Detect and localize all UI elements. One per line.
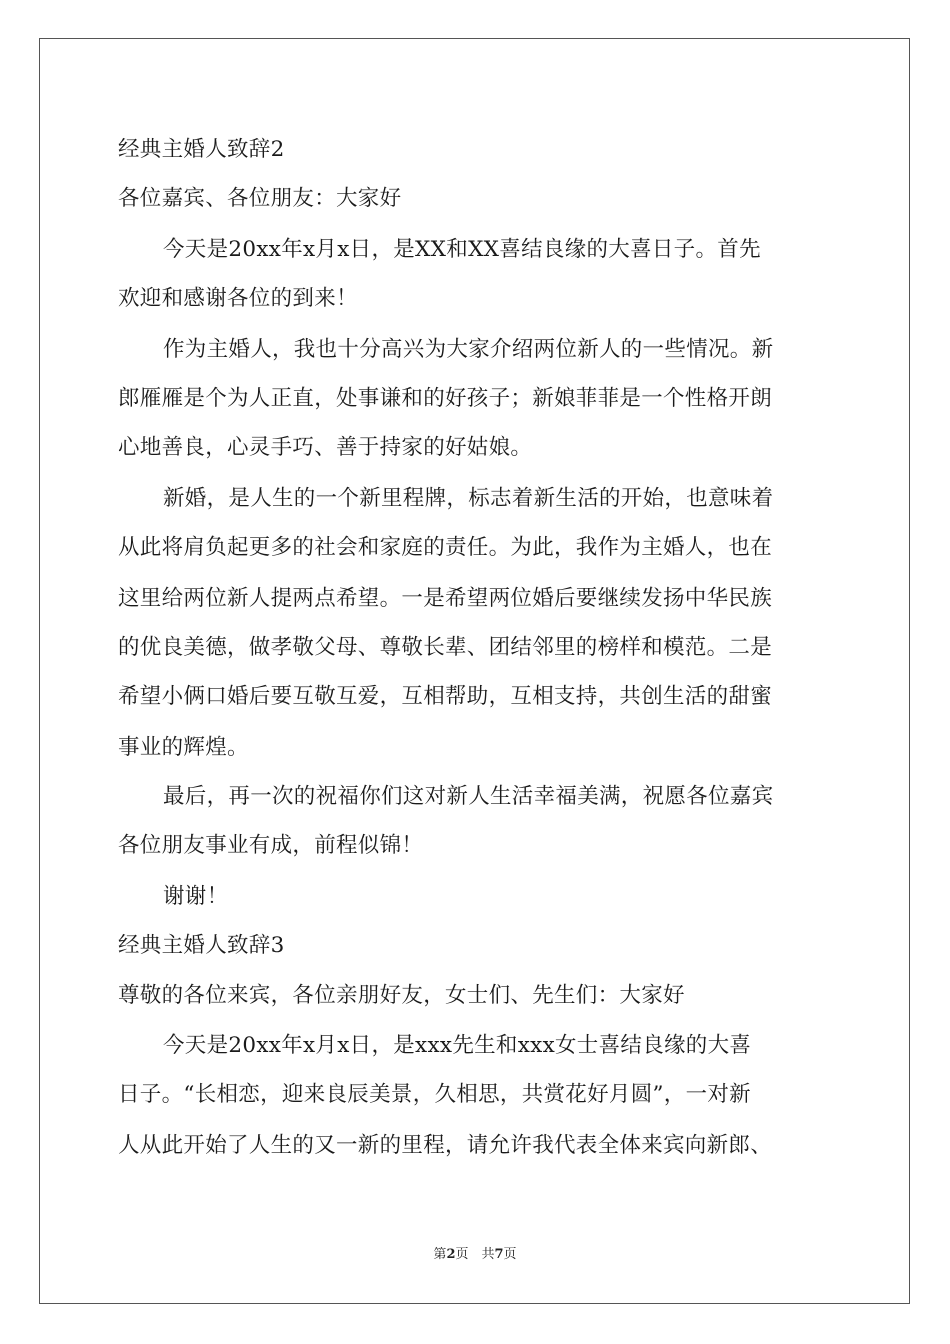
- paragraph-line: 人从此开始了人生的又一新的里程，请允许我代表全体来宾向新郎、: [118, 1133, 773, 1158]
- paragraph-line: 作为主婚人，我也十分高兴为大家介绍两位新人的一些情况。新: [163, 337, 774, 362]
- paragraph-line: 希望小俩口婚后要互敬互爱，互相帮助，互相支持，共创生活的甜蜜: [118, 684, 773, 709]
- paragraph-line: 日子。“长相恋，迎来良辰美景，久相思，共赏花好月圆”，一对新: [118, 1082, 751, 1107]
- paragraph-line: 郎雁雁是个为人正直，处事谦和的好孩子；新娘菲菲是一个性格开朗: [118, 386, 773, 411]
- paragraph-line: 新婚，是人生的一个新里程牌，标志着新生活的开始，也意味着: [163, 486, 774, 511]
- paragraph-line: 从此将肩负起更多的社会和家庭的责任。为此，我作为主婚人，也在: [118, 535, 773, 560]
- paragraph-line: 欢迎和感谢各位的到来！: [118, 286, 358, 311]
- total-page-number: 7: [494, 1247, 504, 1262]
- section-heading: 经典主婚人致辞2: [118, 137, 285, 162]
- paragraph-line: 的优良美德，做孝敬父母、尊敬长辈、团结邻里的榜样和模范。二是: [118, 635, 773, 660]
- paragraph-line: 这里给两位新人提两点希望。一是希望两位婚后要继续发扬中华民族: [118, 586, 773, 611]
- paragraph-line: 各位朋友事业有成，前程似锦！: [118, 833, 424, 858]
- page-number-footer: [0, 1246, 950, 1264]
- page-border: [39, 38, 910, 1304]
- salutation: 各位嘉宾、各位朋友：大家好: [118, 186, 402, 211]
- current-page-number: 2: [446, 1247, 456, 1262]
- page-suffix: 页: [503, 1247, 517, 1262]
- page-mid: 页 共: [455, 1247, 495, 1262]
- paragraph-line: 心地善良，心灵手巧、善于持家的好姑娘。: [118, 435, 533, 460]
- paragraph-line: 最后，再一次的祝福你们这对新人生活幸福美满，祝愿各位嘉宾: [163, 784, 774, 809]
- closing-thanks: 谢谢！: [163, 884, 229, 909]
- paragraph-line: 今天是20xx年x月x日，是XX和XX喜结良缘的大喜日子。首先: [163, 237, 761, 262]
- paragraph-line: 今天是20xx年x月x日，是xxx先生和xxx女士喜结良缘的大喜: [163, 1033, 752, 1058]
- paragraph-line: 事业的辉煌。: [118, 735, 249, 760]
- section-heading: 经典主婚人致辞3: [118, 933, 285, 958]
- page-prefix: 第: [433, 1247, 447, 1262]
- salutation: 尊敬的各位来宾，各位亲朋好友，女士们、先生们：大家好: [118, 983, 685, 1008]
